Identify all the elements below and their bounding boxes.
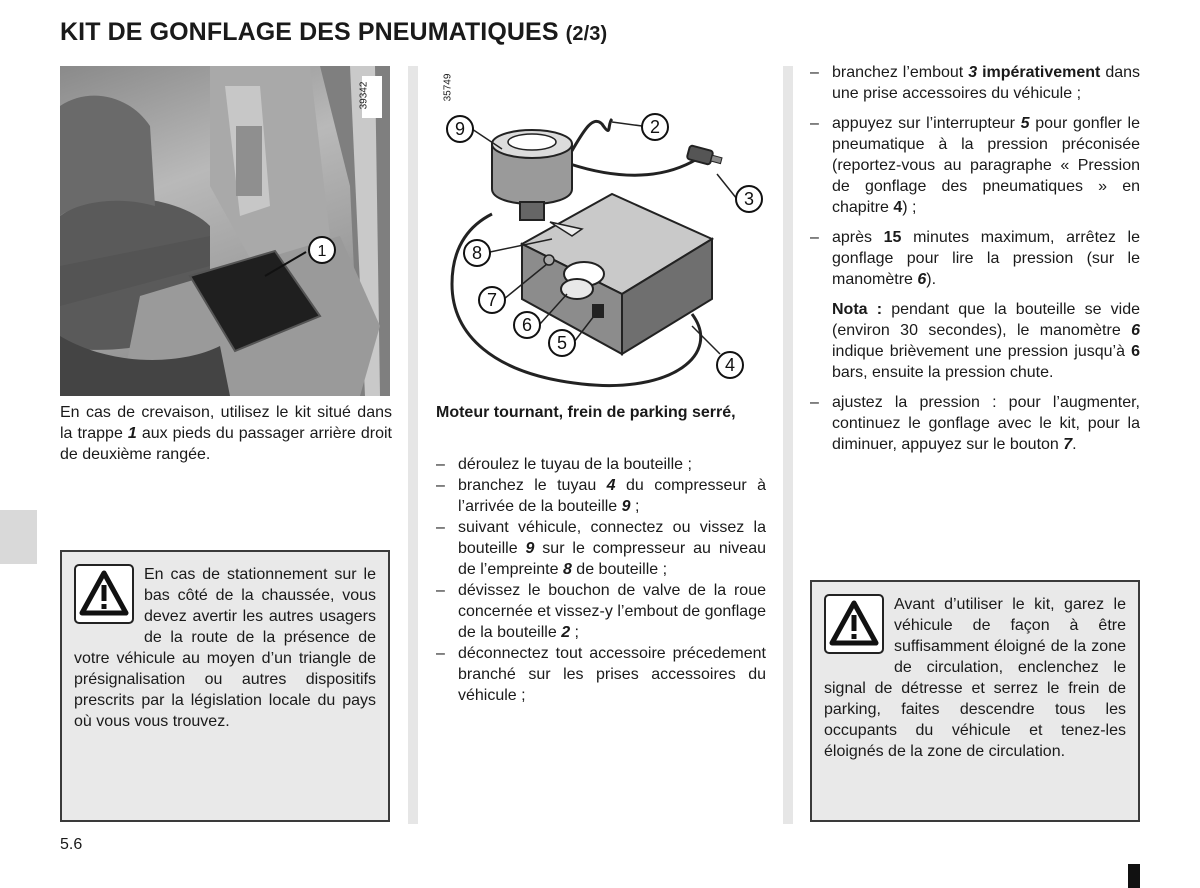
step-ref: 4 [606,477,616,494]
step-text: de bouteille ; [571,561,668,578]
photo-ref-box [358,76,382,118]
page-edge-marker [1128,864,1140,888]
chapter-tab [0,510,37,564]
step-text: ; [630,498,640,515]
diagram-ref: 35749 [442,73,454,102]
warning-text-before-use [824,594,1126,762]
step-ref: 2 [561,624,571,641]
callout-1: 1 [317,243,327,260]
caption-text: aux pieds du passager arrière droit de deuxième rangée. [60,425,392,463]
step-text: ; [570,624,579,641]
hatch-photo [60,66,390,396]
step-text: . [1072,436,1077,453]
column-separator [783,66,793,824]
step-text: branchez l’embout [832,64,969,81]
step-emphasis: impérativement [977,64,1101,81]
step-ref: 9 [621,498,631,515]
list-item [810,227,1140,290]
step-text: minutes maximum, arrêtez le gonflage pour lire la pression (sur le manomètre [832,229,1141,288]
photo-ref: 39342 [358,81,370,110]
nota-text: indique brièvement une pression jusqu’à [832,343,1132,360]
step-text: ) ; [902,199,917,216]
list-item [810,113,1140,218]
list-item [810,392,1140,455]
step-text: suivant véhicule, connectez ou vissez la bouteille [458,519,766,557]
warning-paragraph: En cas de stationnement sur le bas côté de la chaussée, vous devez avertir les autres usagers de la route de la présence de votre véhicule au moyen d’un triangle de présignalisation ou autres dispositifs prescrits par la législation locale du pays où vous vous trouvez. [74,566,376,730]
step-text: déroulez le tuyau de la bouteille ; [458,456,692,473]
title-part: (2/3) [565,23,608,45]
page-title [60,18,607,47]
step-text: dévissez le bouchon de valve de la roue concernée et vissez-y l’embout de gonflage de la bouteille [458,582,766,641]
list-item [436,475,766,517]
step-text: pour gonfler le pneumatique à la pression préconisée (reportez-vous au paragraphe « Pression de gonflage des pneumatiques » en chapitre [832,115,1141,216]
nota-paragraph [832,299,1140,383]
step-text: ). [926,271,937,288]
nota-emphasis: 6 [1131,343,1140,360]
nota-ref: 6 [1131,322,1140,339]
step-text: du compresseur à l’arrivée de la bouteille [458,477,767,515]
hatch-photo-illustration [60,66,390,396]
step-ref: 8 [562,561,572,578]
step-ref: 9 [525,540,535,557]
step-text: sur le compresseur au niveau de l’empreinte [458,540,766,578]
list-item [436,643,766,706]
column-separator [408,66,418,824]
procedure-steps-middle [436,454,766,706]
step-text: ajustez la pression : pour l’augmenter, continuez le gonflage avec le kit, pour la diminuer, appuyez sur le bouton [832,394,1140,453]
page-number: 5.6 [60,836,83,853]
warning-paragraph: Avant d’utiliser le kit, garez le véhicule de façon à être suffisamment éloigné de la zone de circulation, enclenchez le signal de détresse et serrez le frein de parking, faites descendre tous les occupants du véhicule et tenez-les éloignés de la zone de circulation. [824,596,1126,760]
list-item [810,62,1140,104]
caption-text: En cas de crevaison, utilisez le kit situé dans la trappe [60,404,392,442]
nota-label: Nota : [832,301,883,318]
callout-8: 8 [471,243,483,263]
callout-9: 9 [454,119,466,139]
step-ref: 6 [917,271,927,288]
callout-6: 6 [521,315,533,335]
list-item [436,517,766,580]
warning-text-parking [74,564,376,732]
photo-caption [60,402,392,465]
callout-5: 5 [556,333,568,353]
compressor-diagram-illustration [432,64,772,394]
callout-7: 7 [486,290,498,310]
step-ref: 5 [1020,115,1030,132]
step-ref: 7 [1063,436,1073,453]
warning-box-parking [60,550,390,822]
procedure-heading: Moteur tournant, frein de parking serré, [436,404,736,421]
step-emphasis: 15 [883,229,902,246]
step-text: dans une prise accessoires du véhicule ; [832,64,1141,102]
nota-text: bars, ensuite la pression chute. [832,364,1054,381]
warning-box-before-use [810,580,1140,822]
callout-3: 3 [743,189,755,209]
step-emphasis: 4 [893,199,903,216]
list-item [436,454,766,475]
step-ref: 3 [968,64,978,81]
step-text: branchez le tuyau [458,477,607,494]
step-text: appuyez sur l’interrupteur [832,115,1021,132]
step-text: déconnectez tout accessoire précedement branché sur les prises accessoires du véhicule ; [458,645,766,704]
caption-ref: 1 [127,425,137,442]
callout-4: 4 [724,355,736,375]
list-item [436,580,766,643]
procedure-steps-right [810,62,1140,464]
title-text: KIT DE GONFLAGE DES PNEUMATIQUES [60,18,559,46]
callout-2: 2 [649,117,661,137]
step-text: après [832,229,884,246]
nota-text: pendant que la bouteille se vide (environ 30 secondes), le manomètre [832,301,1141,339]
compressor-diagram [432,64,772,394]
